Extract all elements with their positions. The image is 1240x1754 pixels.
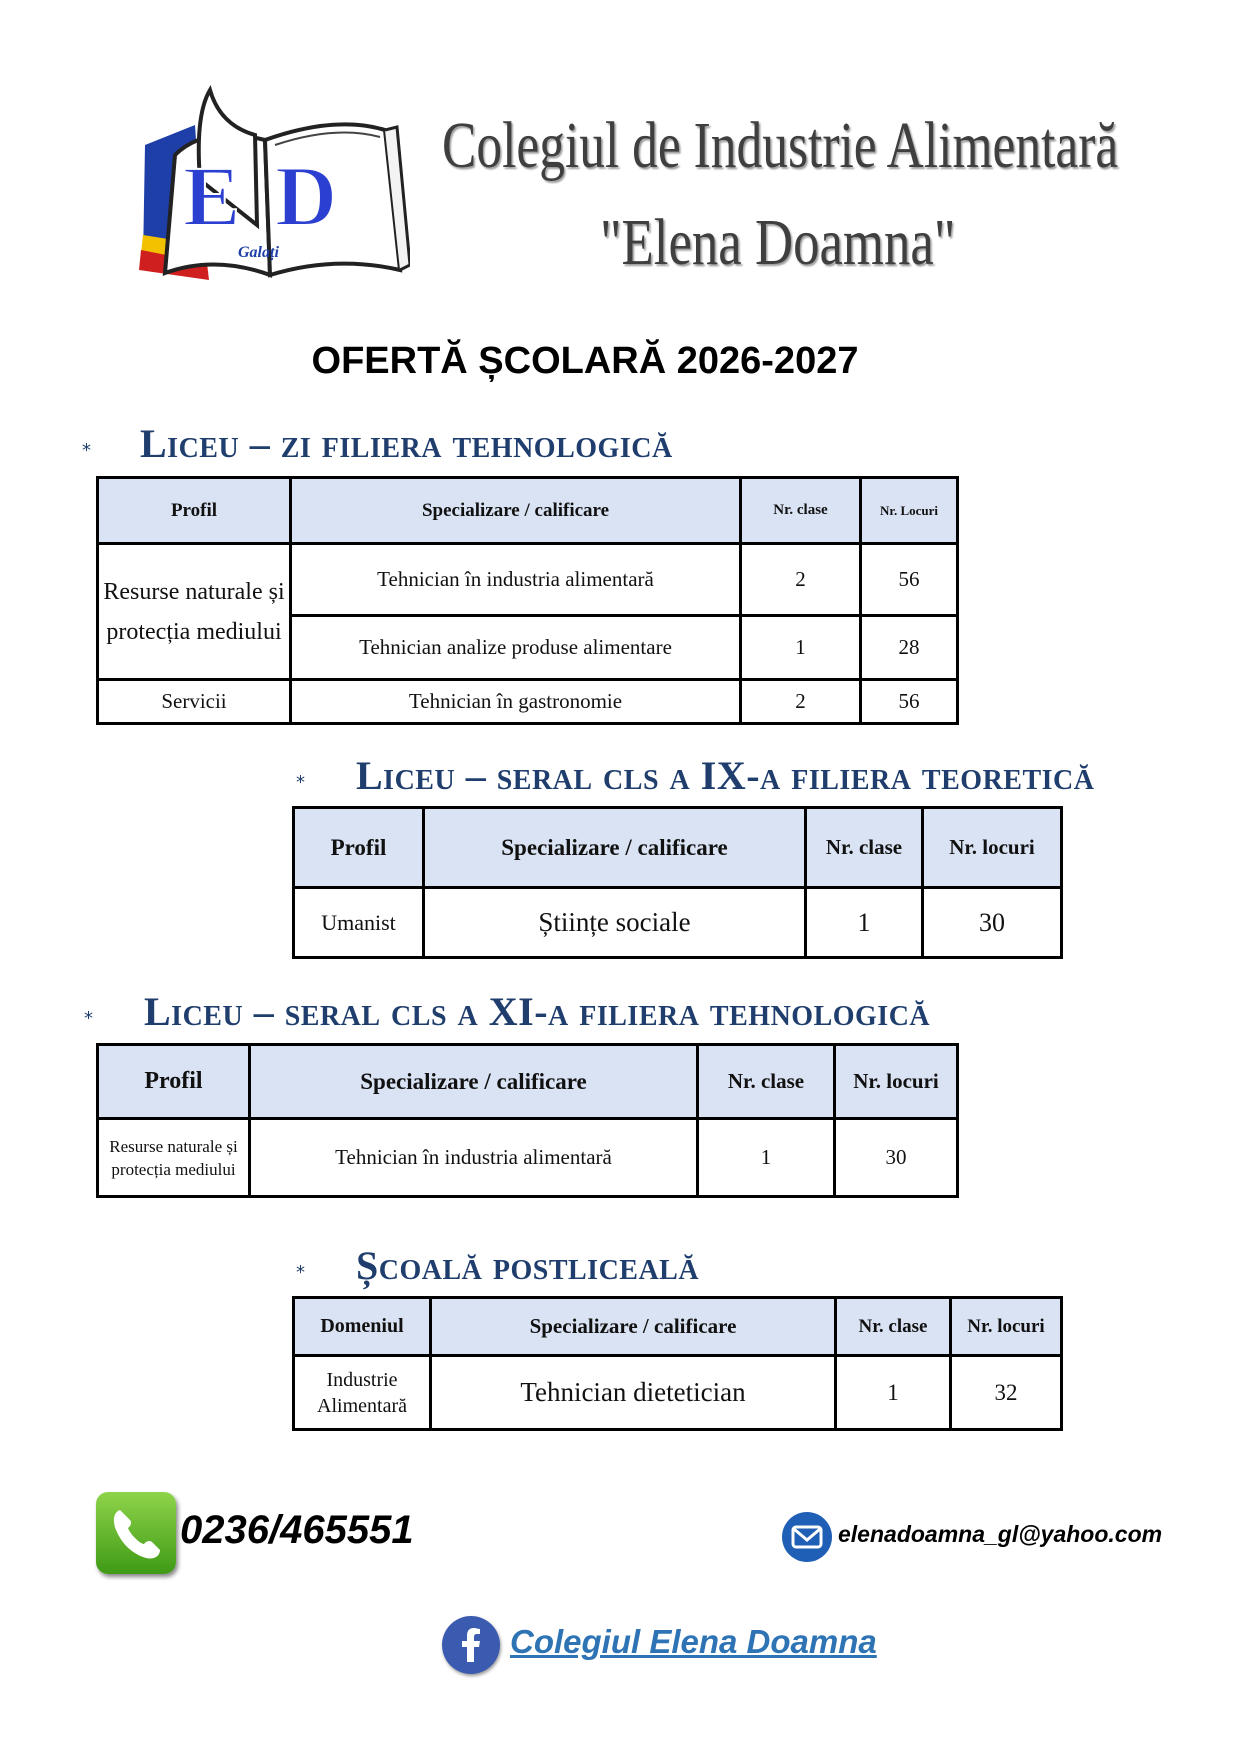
column-header: Nr. clase [806,808,923,888]
column-header: Specializare / calificare [431,1298,836,1356]
column-header: Specializare / calificare [250,1045,698,1119]
svg-text:D: D [275,148,338,244]
cell-clase: 2 [741,544,861,616]
cell-specializare: Tehnician analize produse alimentare [291,616,741,680]
table-row [294,1356,1062,1430]
mail-icon [782,1512,832,1562]
cell-locuri: 32 [951,1356,1062,1430]
table-row [98,680,958,724]
cell-specializare: Științe sociale [424,888,806,958]
table-liceu-zi [96,476,959,725]
table-seral-xi [96,1043,959,1198]
table-header-row [98,1045,958,1119]
phone-number[interactable]: 0236/465551 [180,1508,414,1552]
section-heading-liceu-zi: Liceu – zi filiera tehnologică [140,421,673,466]
cell-specializare: Tehnician în industria alimentară [250,1119,698,1197]
bullet-star-icon: * [82,440,91,461]
facebook-icon [442,1616,500,1674]
table-header-row [294,808,1062,888]
cell-specializare: Tehnician în industria alimentară [291,544,741,616]
cell-profil: Resurse naturale și protecția mediului [98,544,291,680]
cell-locuri: 30 [835,1119,958,1197]
logo-city: Galați [238,244,279,261]
cell-domeniu: Industrie Alimentară [294,1356,431,1430]
column-header: Profil [98,478,291,544]
email-address[interactable]: elenadoamna_gl@yahoo.com [838,1521,1163,1547]
table-header-row [294,1298,1062,1356]
cell-profil: Servicii [98,680,291,724]
table-postliceala [292,1296,1063,1431]
column-header: Nr. clase [836,1298,951,1356]
bullet-star-icon: * [296,1262,305,1283]
school-name-line1: Colegiul de Industrie Alimentară [442,109,1119,182]
cell-clase: 1 [806,888,923,958]
cell-clase: 1 [698,1119,835,1197]
school-logo [135,85,410,285]
cell-specializare: Tehnician dietetician [431,1356,836,1430]
cell-clase: 1 [836,1356,951,1430]
table-row [294,888,1062,958]
column-header: Profil [98,1045,250,1119]
cell-locuri: 28 [861,616,958,680]
column-header: Nr. clase [698,1045,835,1119]
phone-icon [96,1492,176,1574]
logo-letters: E [183,148,241,244]
table-row [98,544,958,616]
cell-locuri: 30 [923,888,1062,958]
cell-profil: Umanist [294,888,424,958]
bullet-star-icon: * [84,1008,93,1029]
column-header: Specializare / calificare [424,808,806,888]
column-header: Nr. locuri [835,1045,958,1119]
table-header-row [98,478,958,544]
column-header: Specializare / calificare [291,478,741,544]
page-title: OFERTĂ ȘCOLARĂ 2026-2027 [311,340,859,382]
bullet-star-icon: * [296,772,305,793]
section-heading-seral-xi: Liceu – seral cls a XI-a filiera tehnologică [144,989,931,1034]
cell-locuri: 56 [861,680,958,724]
open-book-logo-icon [135,85,410,285]
cell-clase: 1 [741,616,861,680]
table-seral-ix [292,806,1063,959]
column-header: Nr. locuri [951,1298,1062,1356]
cell-clase: 2 [741,680,861,724]
section-heading-postliceala: Școală postliceală [356,1243,700,1288]
cell-profil: Resurse naturale și protecția mediului [98,1119,250,1197]
column-header: Nr. clase [741,478,861,544]
column-header: Nr. Locuri [861,478,958,544]
school-name-line2: "Elena Doamna" [600,206,956,279]
cell-specializare: Tehnician în gastronomie [291,680,741,724]
cell-locuri: 56 [861,544,958,616]
column-header: Domeniul [294,1298,431,1356]
column-header: Profil [294,808,424,888]
column-header: Nr. locuri [923,808,1062,888]
facebook-link[interactable]: Colegiul Elena Doamna [510,1623,877,1660]
table-row [98,1119,958,1197]
section-heading-seral-ix: Liceu – seral cls a IX-a filiera teoretică [356,753,1095,798]
